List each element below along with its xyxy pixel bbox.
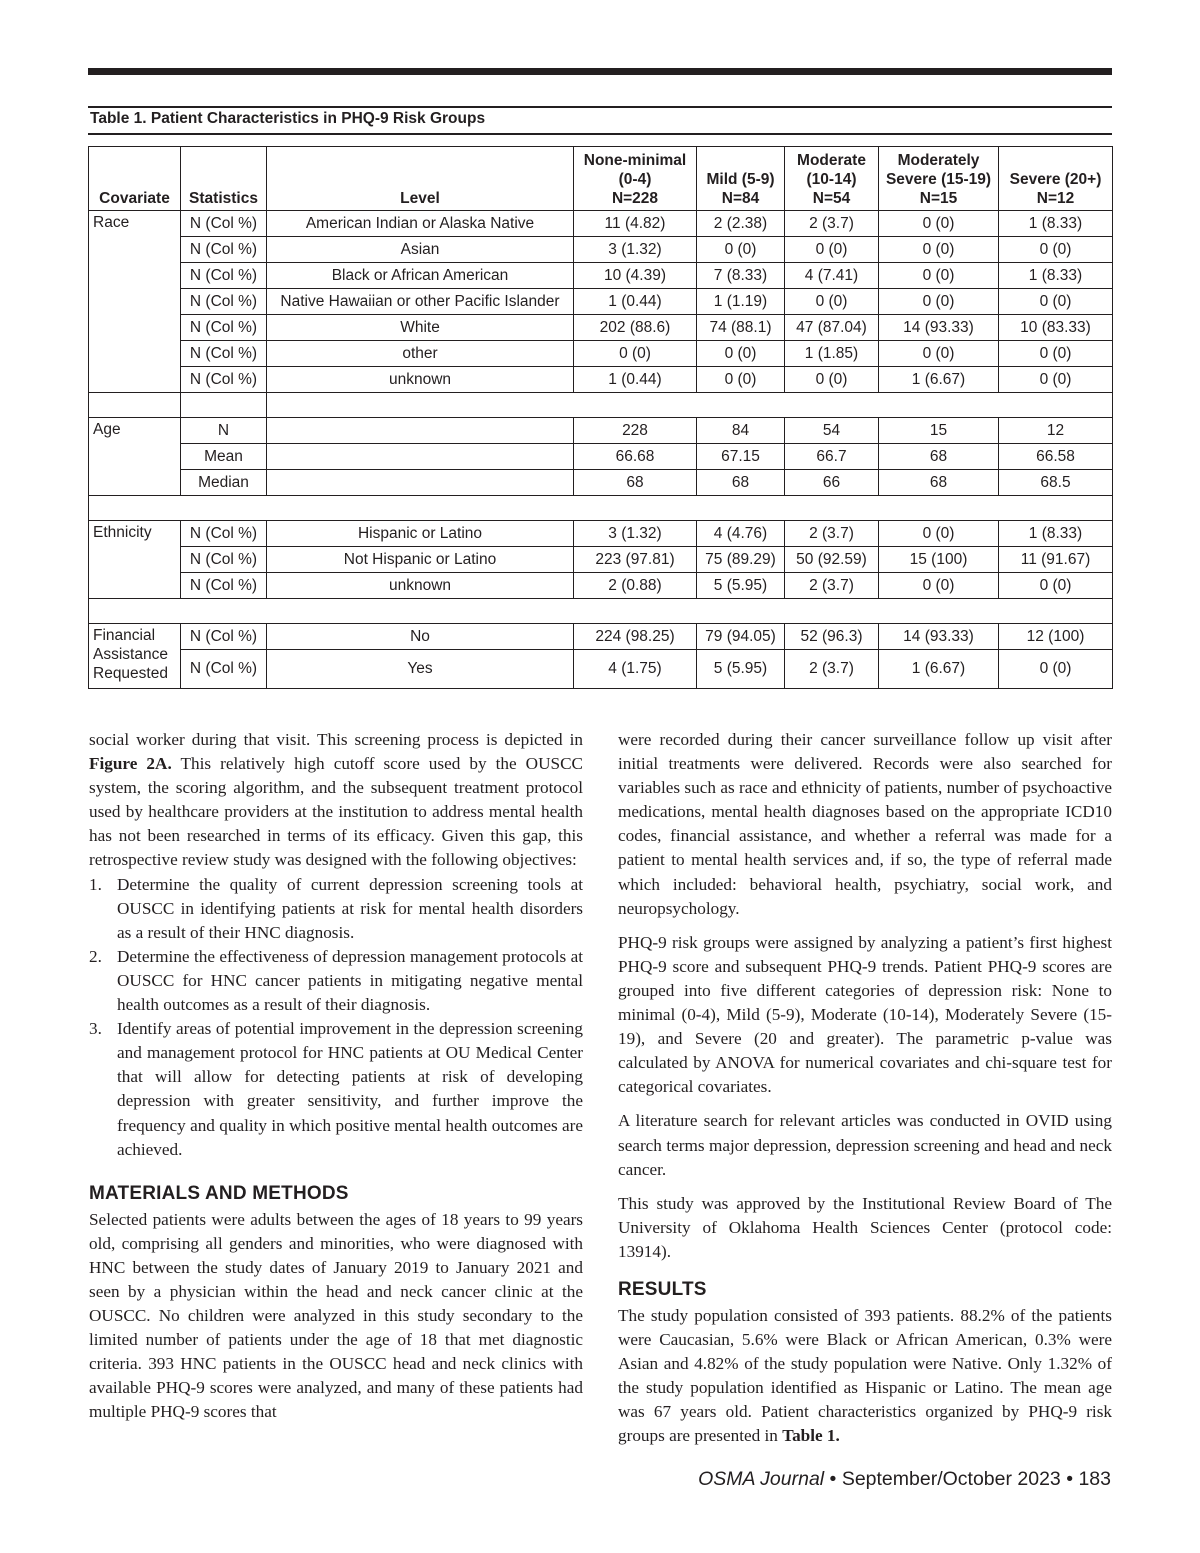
right-text-column [618,728,1112,1449]
level-cell: Hispanic or Latino [267,521,574,547]
irb-paragraph: This study was approved by the Institutional Review Board of The University of Oklahoma Health Sciences Center (protocol code: 13914). [618,1193,1112,1261]
value-cell: 68 [697,470,785,496]
value-cell: 0 (0) [879,289,999,315]
level-cell [267,470,574,496]
header-moderately-severe: Moderately Severe (15-19) N=15 [879,147,999,211]
results-paragraph: The study population consisted of 393 patients. 88.2% of the patients were Caucasian, 5.6% were Black or African American, 0.3% were Asian and 4.82% of the study population were Native. Only 1.32% of the study population identified as Hispanic or Latino. The mean age was 67 years old. Patient characteristics organized by PHQ-9 risk groups are presented in Table 1. [618,1305,1112,1446]
value-cell: 15 (100) [879,547,999,573]
value-cell: 0 (0) [697,341,785,367]
table-title-rule-top [88,106,1112,108]
level-cell: Yes [267,650,574,689]
table-row [89,418,1113,444]
value-cell: 54 [785,418,879,444]
value-cell: 0 (0) [999,367,1113,393]
value-cell: 0 (0) [879,211,999,237]
value-cell: 0 (0) [999,289,1113,315]
stat-cell: N (Col %) [181,573,267,599]
stat-cell: Median [181,470,267,496]
level-cell: American Indian or Alaska Native [267,211,574,237]
value-cell: 75 (89.29) [697,547,785,573]
value-cell: 1 (0.44) [574,367,697,393]
table-row [89,289,1113,315]
value-cell: 1 (8.33) [999,211,1113,237]
journal-name: OSMA Journal [698,1468,825,1490]
table-row [89,624,1113,650]
value-cell: 68 [879,444,999,470]
value-cell: 2 (0.88) [574,573,697,599]
value-cell: 3 (1.32) [574,237,697,263]
stat-cell: N (Col %) [181,650,267,689]
stat-cell: N (Col %) [181,263,267,289]
value-cell: 0 (0) [879,521,999,547]
covariate-age: Age [89,418,181,496]
stat-cell: N (Col %) [181,624,267,650]
methods-paragraph: Selected patients were adults between the ages of 18 years to 99 years old, comprising all genders and minorities, who were diagnosed with HNC between the study dates of January 2019 to January 2021 and seen by a physician within the head and neck cancer clinic at the OUSCC. No children were analyzed in this study secondary to the limited number of patients under the age of 18 that met diagnostic criteria. 393 HNC patients in the OUSCC head and neck clinics with available PHQ-9 scores were analyzed, and many of these patients had multiple PHQ-9 scores that [89,1209,583,1422]
table-row [89,367,1113,393]
value-cell: 0 (0) [999,237,1113,263]
value-cell: 0 (0) [574,341,697,367]
value-cell: 0 (0) [879,341,999,367]
value-cell: 7 (8.33) [697,263,785,289]
list-item: 3. Identify areas of potential improvement in the depression screening and management protocol for HNC patients at OU Medical Center that will allow for detecting patients at risk of developing depression with greater sensitivity, and further improve the frequency and quality in which positive mental health outcomes are achieved. [89,1019,583,1159]
spacer-row [89,599,1113,624]
value-cell: 2 (3.7) [785,650,879,689]
value-cell: 10 (83.33) [999,315,1113,341]
table-reference: Table 1. [782,1426,840,1446]
value-cell: 1 (8.33) [999,263,1113,289]
value-cell: 0 (0) [697,367,785,393]
level-cell: unknown [267,367,574,393]
patient-characteristics-table [88,146,1113,689]
value-cell: 223 (97.81) [574,547,697,573]
page-footer: OSMA Journal • September/October 2023 • 183 [698,1468,1111,1490]
header-severe: Severe (20+) N=12 [999,147,1113,211]
stat-cell: N (Col %) [181,521,267,547]
level-cell: Not Hispanic or Latino [267,547,574,573]
value-cell: 14 (93.33) [879,624,999,650]
stat-cell: N (Col %) [181,289,267,315]
value-cell: 4 (4.76) [697,521,785,547]
spacer-row [89,393,1113,418]
value-cell: 1 (1.85) [785,341,879,367]
value-cell: 11 (91.67) [999,547,1113,573]
value-cell: 0 (0) [785,237,879,263]
value-cell: 14 (93.33) [879,315,999,341]
header-moderate: Moderate (10-14) N=54 [785,147,879,211]
list-item: 2. Determine the effectiveness of depression management protocols at OUSCC for HNC cancer patients in mitigating negative mental health outcomes as a result of their diagnosis. [89,946,583,1015]
value-cell: 68 [879,470,999,496]
table-title-rule-bottom [88,133,1112,135]
value-cell: 0 (0) [999,573,1113,599]
table-row [89,573,1113,599]
records-paragraph: were recorded during their cancer surveillance follow up visit after initial treatments were delivered. Records were also searched for variables such as race and ethnicity of patients, number of psychoactive medications, mental health diagnoses based on the appropriate ICD10 codes, financial assistance, and whether a referral was made for a patient to mental health services and, if so, the type of referral made which included: behavioral health, psychiatry, social work, and neuropsychology. [618,730,1112,918]
value-cell: 4 (1.75) [574,650,697,689]
level-cell: Asian [267,237,574,263]
header-level: Level [267,147,574,211]
stat-cell: N (Col %) [181,211,267,237]
results-heading: RESULTS [618,1278,707,1300]
list-item: 1. Determine the quality of current depression screening tools at OUSCC in identifying patients at risk for mental health disorders as a result of their HNC diagnosis. [89,874,583,942]
header-none-minimal: None-minimal (0-4) N=228 [574,147,697,211]
value-cell: 0 (0) [697,237,785,263]
value-cell: 12 [999,418,1113,444]
value-cell: 224 (98.25) [574,624,697,650]
value-cell: 10 (4.39) [574,263,697,289]
value-cell: 47 (87.04) [785,315,879,341]
issue-date: September/October 2023 [841,1468,1061,1490]
value-cell: 4 (7.41) [785,263,879,289]
level-cell: other [267,341,574,367]
value-cell: 11 (4.82) [574,211,697,237]
level-cell: Native Hawaiian or other Pacific Islander [267,289,574,315]
value-cell: 79 (94.05) [697,624,785,650]
value-cell: 68 [574,470,697,496]
top-rule [88,68,1112,75]
value-cell: 5 (5.95) [697,573,785,599]
table-row [89,237,1113,263]
stat-cell: N (Col %) [181,237,267,263]
table-row [89,315,1113,341]
level-cell: White [267,315,574,341]
level-cell [267,444,574,470]
value-cell: 12 (100) [999,624,1113,650]
header-covariate: Covariate [89,147,181,211]
table-row [89,650,1113,689]
header-statistics: Statistics [181,147,267,211]
table-title: Table 1. Patient Characteristics in PHQ-9 Risk Groups [90,110,486,127]
value-cell: 74 (88.1) [697,315,785,341]
value-cell: 5 (5.95) [697,650,785,689]
value-cell: 1 (1.19) [697,289,785,315]
value-cell: 0 (0) [999,341,1113,367]
value-cell: 66.7 [785,444,879,470]
risk-groups-paragraph: PHQ-9 risk groups were assigned by analyzing a patient’s first highest PHQ-9 score and subsequent PHQ-9 trends. Patient PHQ-9 scores are grouped into five different categories of depression risk: None to minimal (0-4), Mild (5-9), Moderate (10-14), Moderately Severe (15-19), and Severe (20 and greater). The parametric p-value was calculated by ANOVA for numerical covariates and chi-square test for categorical covariates. [618,932,1112,1097]
value-cell: 15 [879,418,999,444]
table-row [89,444,1113,470]
stat-cell: N [181,418,267,444]
value-cell: 0 (0) [879,263,999,289]
level-cell: unknown [267,573,574,599]
table-row [89,547,1113,573]
stat-cell: Mean [181,444,267,470]
value-cell: 1 (0.44) [574,289,697,315]
covariate-race: Race [89,211,181,393]
value-cell: 66.58 [999,444,1113,470]
covariate-ethnicity: Ethnicity [89,521,181,599]
value-cell: 66.68 [574,444,697,470]
value-cell: 50 (92.59) [785,547,879,573]
value-cell: 1 (6.67) [879,367,999,393]
spacer-row [89,496,1113,521]
covariate-financial-assistance: Financial Assistance Requested [89,624,181,689]
value-cell: 2 (3.7) [785,521,879,547]
table-row [89,341,1113,367]
table-row [89,470,1113,496]
value-cell: 3 (1.32) [574,521,697,547]
table-header-row [89,147,1113,211]
value-cell: 1 (8.33) [999,521,1113,547]
value-cell: 0 (0) [999,650,1113,689]
figure-reference: Figure 2A. [89,754,172,774]
value-cell: 67.15 [697,444,785,470]
value-cell: 2 (3.7) [785,573,879,599]
header-mild: Mild (5-9) N=84 [697,147,785,211]
value-cell: 52 (96.3) [785,624,879,650]
value-cell: 202 (88.6) [574,315,697,341]
level-cell [267,418,574,444]
value-cell: 0 (0) [879,573,999,599]
stat-cell: N (Col %) [181,367,267,393]
table-row [89,263,1113,289]
stat-cell: N (Col %) [181,547,267,573]
value-cell: 2 (3.7) [785,211,879,237]
literature-paragraph: A literature search for relevant articles was conducted in OVID using search terms major depression, depression screening and head and neck cancer. [618,1111,1112,1179]
value-cell: 1 (6.67) [879,650,999,689]
methods-heading: MATERIALS AND METHODS [89,1182,349,1204]
table-row [89,211,1113,237]
level-cell: Black or African American [267,263,574,289]
objectives-list [89,873,583,1162]
value-cell: 2 (2.38) [697,211,785,237]
intro-paragraph: social worker during that visit. This screening process is depicted in Figure 2A. This relatively high cutoff score used by the OUSCC system, the scoring algorithm, and the subsequent treatment protocol used by healthcare providers at the institution to address mental health has not been researched in terms of its efficacy. Given this gap, this retrospective review study was designed with the following objectives: [89,730,583,870]
value-cell: 84 [697,418,785,444]
level-cell: No [267,624,574,650]
table-row [89,521,1113,547]
value-cell: 0 (0) [785,367,879,393]
value-cell: 68.5 [999,470,1113,496]
value-cell: 0 (0) [879,237,999,263]
value-cell: 0 (0) [785,289,879,315]
value-cell: 66 [785,470,879,496]
left-text-column [89,728,583,1425]
stat-cell: N (Col %) [181,341,267,367]
value-cell: 228 [574,418,697,444]
page-number: 183 [1078,1468,1111,1490]
stat-cell: N (Col %) [181,315,267,341]
